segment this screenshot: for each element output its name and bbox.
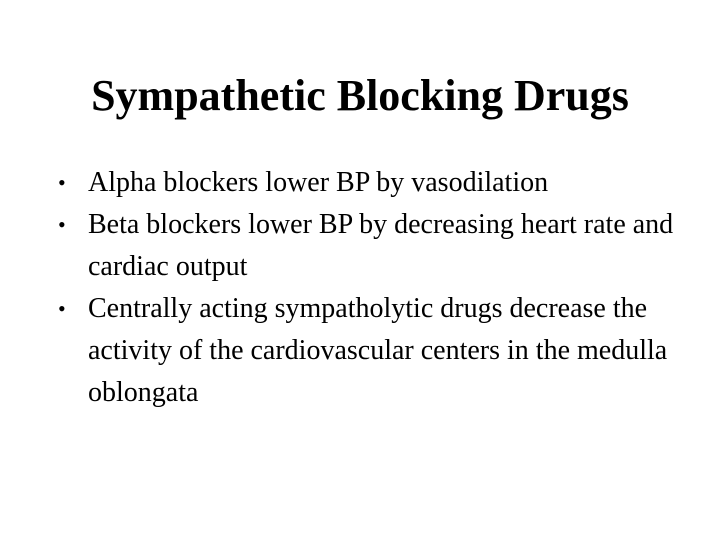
- bullet-dot-icon: •: [58, 296, 66, 321]
- bullet-text-1: Alpha blockers lower BP by vasodilation: [88, 167, 549, 198]
- bullet-item-1: [58, 162, 678, 204]
- slide-title: Sympathetic Blocking Drugs: [91, 71, 629, 120]
- bullet-text-2: Beta blockers lower BP by decreasing heart rate and cardiac output: [88, 209, 674, 282]
- bullet-item-3: [58, 288, 678, 414]
- bullet-dot-icon: •: [58, 170, 66, 195]
- bullet-dot-icon: •: [58, 212, 66, 237]
- bullet-item-2: [58, 204, 678, 288]
- bullet-text-3: Centrally acting sympatholytic drugs decrease the activity of the cardiovascular centers in the medulla oblongata: [88, 293, 668, 408]
- bullet-list: [58, 162, 678, 414]
